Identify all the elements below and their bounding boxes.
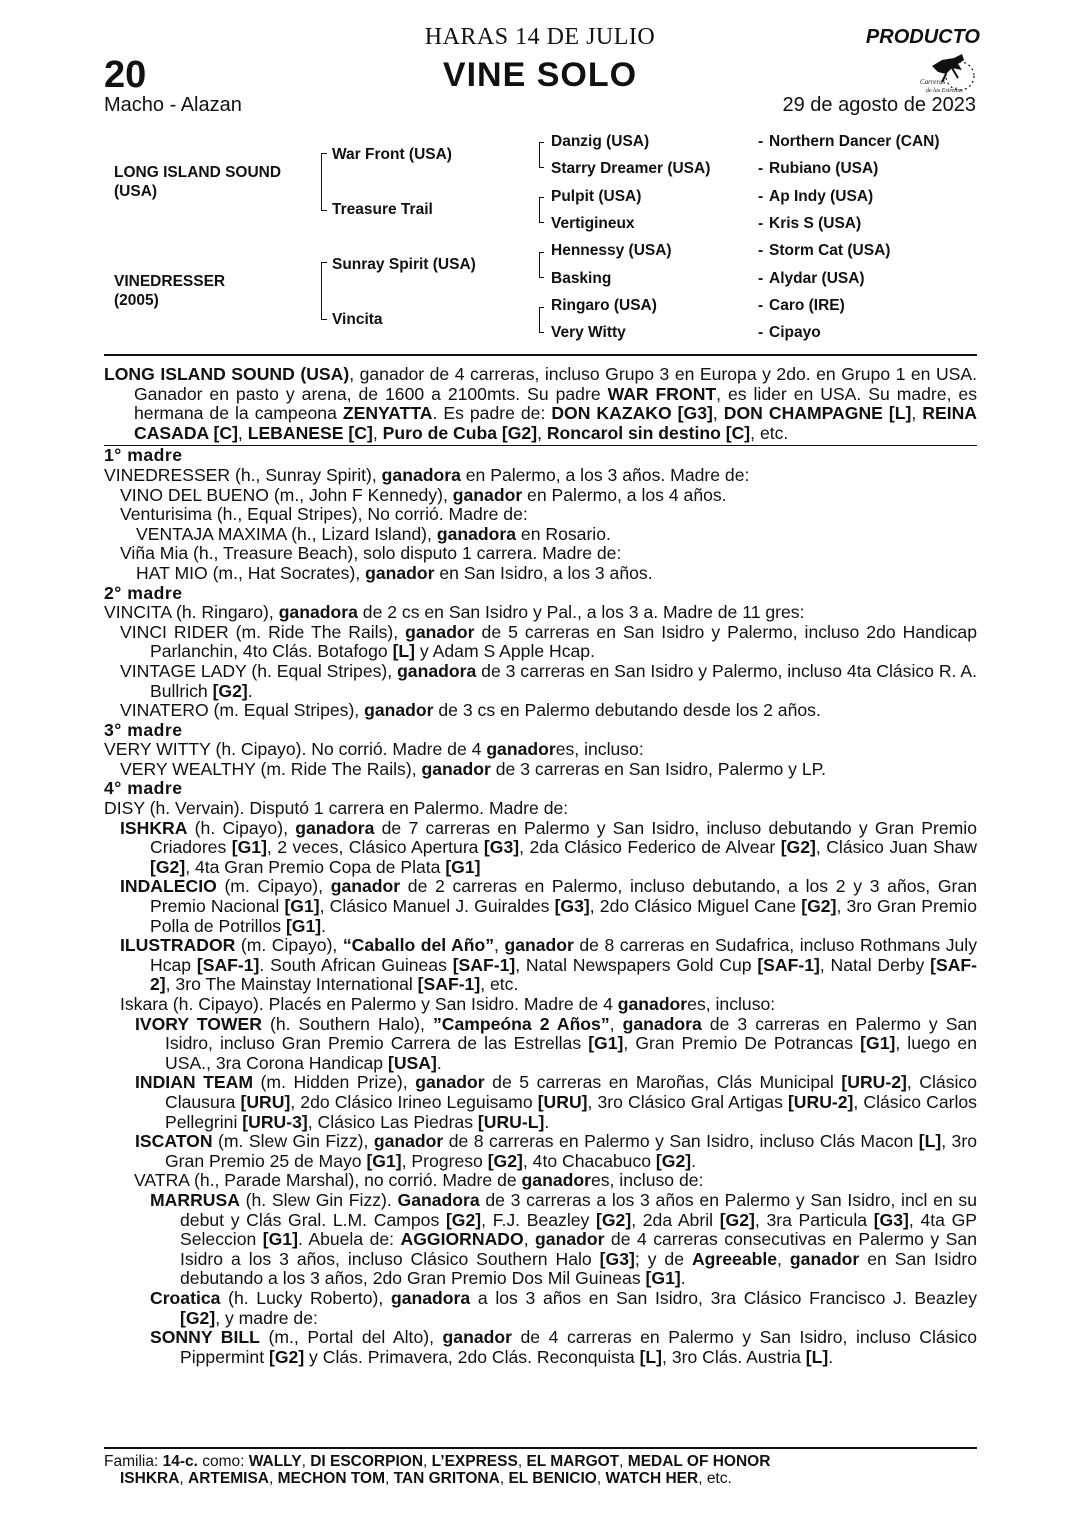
produce-croatica: Croatica (h. Lucky Roberto), ganadora a los 3 años en San Isidro, 3ra Clásico Francisco J. Beazley [G2], y madre de: bbox=[150, 1287, 977, 1328]
dam-year: (2005) bbox=[114, 292, 159, 309]
birth-date: 29 de agosto de 2023 bbox=[782, 94, 976, 116]
section-3rd-dam: 3° madre bbox=[104, 719, 183, 740]
produce-ivory-tower: IVORY TOWER (h. Southern Halo), ”Campeóna 2 Años”, ganadora de 3 carreras en Palermo y San Isidro, incluso Gran Premio Carrera de las Estrellas [G1], Gran Premio De Potrancas [G1], luego en USA., 3ra Corona Handicap [USA]. bbox=[135, 1013, 978, 1073]
divider bbox=[104, 354, 977, 356]
produce-line: VENTAJA MAXIMA (h., Lizard Island), ganadora en Rosario. bbox=[136, 523, 611, 544]
produce-ishkra: ISHKRA (h. Cipayo), ganadora de 7 carreras en Palermo y San Isidro, incluso debutando y Gran Premio Criadores [G1], 2 veces, Clásico Apertura [G3], 2da Clásico Federico de Alvear [G2], Clásico Juan Shaw [G2], 4ta Gran Premio Copa de Plata [G1] bbox=[120, 817, 977, 877]
gen2-name: Sunray Spirit (USA) bbox=[332, 256, 476, 273]
produce-marrusa: MARRUSA (h. Slew Gin Fizz). Ganadora de 3 carreras a los 3 años en Palermo y San Isidro, incl en su debut y Clás Gral. L.M. Campos [G2], F.J. Beazley [G2], 2da Abril [G2], 3ra Particula [G3], 4ta GP Seleccion [G1]. Abuela de: AGGIORNADO, ganador de 4 carreras consecutivas en Palermo y San Isidro a los 3 años, incluso Clásico Southern Halo [G3]; y de Agreeable, ganador en San Isidro debutando a los 3 años, 2do Gran Premio Dos Mil Guineas [G1]. bbox=[150, 1189, 978, 1289]
product-label: PRODUCTO bbox=[865, 26, 980, 48]
gen4-dash: - bbox=[758, 188, 764, 205]
produce-ilustrador: ILUSTRADOR (m. Cipayo), “Caballo del Año”, ganador de 8 carreras en Sudafrica, incluso Rothmans July Hcap [SAF-1]. South African Guineas [SAF-1], Natal Newspapers Gold Cup [SAF-1], Natal Derby [SAF-2], 3ro The Mainstay International [SAF-1], etc. bbox=[120, 935, 978, 995]
bracket-tick bbox=[321, 262, 327, 263]
produce-line: VINTAGE LADY (h. Equal Stripes), ganadora de 3 carreras en San Isidro y Palermo, incluso 4ta Clásico R. A. Bullrich [G2]. bbox=[120, 660, 977, 701]
produce-line: Venturisima (h., Equal Stripes), No corrió. Madre de: bbox=[120, 504, 528, 525]
produce-iskara: Iskara (h. Cipayo). Placés en Palermo y San Isidro. Madre de 4 ganadores, incluso: bbox=[120, 994, 776, 1014]
gen4-name: Alydar (USA) bbox=[769, 270, 865, 287]
dam-line: VERY WITTY (h. Cipayo). No corrió. Madre de 4 ganadores, incluso: bbox=[104, 739, 644, 760]
family-footer: Familia: 14-c. como: WALLY, DI ESCORPION, L’EXPRESS, EL MARGOT, MEDAL OF HONOR ISHKRA, ARTEMISA, MECHON TOM, TAN GRITONA, EL BENICIO, WATCH HER, etc. bbox=[104, 1453, 771, 1487]
dam-line: VINEDRESSER (h., Sunray Spirit), ganadora en Palermo, a los 3 años. Madre de: bbox=[104, 464, 750, 485]
produce-indalecio: INDALECIO (m. Cipayo), ganador de 2 carreras en Palermo, incluso debutando, a los 2 y 3 años, Gran Premio Nacional [G1], Clásico Manuel J. Guiraldes [G3], 2do Clásico Miguel Cane [G2], 3ro Gran Premio Polla de Potrillos [G1]. bbox=[120, 876, 977, 936]
bracket-tick bbox=[321, 153, 327, 154]
sex-color: Macho - Alazan bbox=[104, 94, 242, 116]
produce-indian-team: INDIAN TEAM (m. Hidden Prize), ganador de 5 carreras en Maroñas, Clás Municipal [URU-2], Clásico Clausura [URU], 2do Clásico Irineo Leguisamo [URU], 3ro Clásico Gral Artigas [URU-2], Clásico Carlos Pellegrini [URU-3], Clásico Las Piedras [URU-L]. bbox=[135, 1072, 977, 1132]
gen3-name: Vertigineux bbox=[551, 215, 635, 232]
gen4-name: Kris S (USA) bbox=[769, 215, 862, 232]
gen3-name: Pulpit (USA) bbox=[551, 188, 642, 205]
lot-number: 20 bbox=[104, 54, 147, 96]
gen4-dash: - bbox=[758, 215, 764, 232]
sire-name: LONG ISLAND SOUND bbox=[114, 164, 282, 181]
section-1st-dam: 1° madre bbox=[104, 445, 183, 466]
gen2-name: Vincita bbox=[332, 311, 383, 328]
gen3-name: Hennessy (USA) bbox=[551, 242, 672, 259]
bracket bbox=[539, 252, 544, 278]
produce-sonny-bill: SONNY BILL (m., Portal del Alto), ganador de 4 carreras en Palermo y San Isidro, incluso Clásico Pippermint [G2] y Clás. Primavera, 2do Clás. Reconquista [L], 3ro Clás. Austria [L]. bbox=[150, 1327, 977, 1367]
gen4-name: Ap Indy (USA) bbox=[769, 188, 874, 205]
sire-origin: (USA) bbox=[114, 183, 158, 200]
horse-name: VINE SOLO bbox=[442, 56, 638, 94]
produce-line: VINCI RIDER (m. Ride The Rails), ganador de 5 carreras en San Isidro y Palermo, incluso 2do Handicap Parlanchin, 4to Clás. Botafogo [L] y Adam S Apple Hcap. bbox=[120, 621, 977, 662]
produce-line: VERY WEALTHY (m. Ride The Rails), ganador de 3 carreras en San Isidro, Palermo y LP. bbox=[120, 758, 826, 779]
dam-name: VINEDRESSER bbox=[114, 273, 226, 290]
produce-vatra: VATRA (h., Parade Marshal), no corrió. Madre de ganadores, incluso de: bbox=[134, 1170, 704, 1191]
produce-line: VINO DEL BUENO (m., John F Kennedy), ganador en Palermo, a los 4 años. bbox=[120, 484, 727, 505]
gen3-name: Very Witty bbox=[551, 324, 626, 341]
bracket bbox=[321, 263, 322, 320]
gen4-name: Rubiano (USA) bbox=[769, 160, 879, 177]
sire-description: LONG ISLAND SOUND (USA), ganador de 4 carreras, incluso Grupo 3 en Europa y 2do. en Grupo 1 en USA. Ganador en pasto y arena, de 1600 a 2100mts. Su padre WAR FRONT, es lider en USA. Su madre, es hermana de la campeona ZENYATTA. Es padre de: DON KAZAKO [G3], DON CHAMPAGNE [L], REINA CASADA [C], LEBANESE [C], Puro de Cuba [G2], Roncarol sin destino [C], etc. bbox=[104, 364, 978, 443]
produce-line: VINATERO (m. Equal Stripes), ganador de 3 cs en Palermo debutando desde los 2 años. bbox=[120, 700, 821, 721]
gen4-dash: - bbox=[758, 133, 764, 150]
gen2-name: Treasure Trail bbox=[332, 201, 433, 218]
gen4-dash: - bbox=[758, 270, 764, 287]
gen3-name: Starry Dreamer (USA) bbox=[551, 160, 711, 177]
gen3-name: Ringaro (USA) bbox=[551, 297, 657, 314]
produce-line: HAT MIO (m., Hat Socrates), ganador en San Isidro, a los 3 años. bbox=[136, 562, 653, 583]
bracket bbox=[539, 142, 544, 168]
dam-line: DISY (h. Vervain). Disputó 1 carrera en Palermo. Madre de: bbox=[104, 798, 569, 819]
section-4th-dam: 4° madre bbox=[104, 778, 183, 799]
catalog-body bbox=[104, 365, 977, 1367]
gen4-dash: - bbox=[758, 297, 764, 314]
produce-line: Viña Mia (h., Treasure Beach), solo disputo 1 carrera. Madre de: bbox=[120, 543, 622, 564]
bracket-tick bbox=[321, 210, 327, 211]
gen4-dash: - bbox=[758, 160, 764, 177]
dam-line: VINCITA (h. Ringaro), ganadora de 2 cs en San Isidro y Pal., a los 3 a. Madre de 11 gres: bbox=[104, 602, 805, 623]
section-2nd-dam: 2° madre bbox=[104, 582, 183, 603]
bracket bbox=[321, 154, 322, 211]
produce-iscaton: ISCATON (m. Slew Gin Fizz), ganador de 8 carreras en Palermo y San Isidro, incluso Clás Macon [L], 3ro Gran Premio 25 de Mayo [G1], Progreso [G2], 4to Chacabuco [G2]. bbox=[135, 1131, 977, 1171]
gen4-dash: - bbox=[758, 324, 764, 341]
gen3-name: Basking bbox=[551, 270, 612, 287]
gen2-name: War Front (USA) bbox=[332, 146, 452, 163]
gen3-name: Danzig (USA) bbox=[551, 133, 650, 150]
haras-name: HARAS 14 DE JULIO bbox=[424, 24, 656, 50]
svg-text:Carreras: Carreras bbox=[920, 78, 946, 86]
gen4-name: Caro (IRE) bbox=[769, 297, 845, 314]
svg-text:de las Estrellas: de las Estrellas bbox=[926, 88, 963, 94]
bracket bbox=[539, 307, 544, 333]
gen4-dash: - bbox=[758, 242, 764, 259]
gen4-name: Cipayo bbox=[769, 324, 821, 341]
gen4-name: Storm Cat (USA) bbox=[769, 242, 891, 259]
bracket-tick bbox=[321, 319, 327, 320]
bracket bbox=[539, 197, 544, 223]
gen4-name: Northern Dancer (CAN) bbox=[769, 133, 940, 150]
divider bbox=[104, 1447, 977, 1449]
